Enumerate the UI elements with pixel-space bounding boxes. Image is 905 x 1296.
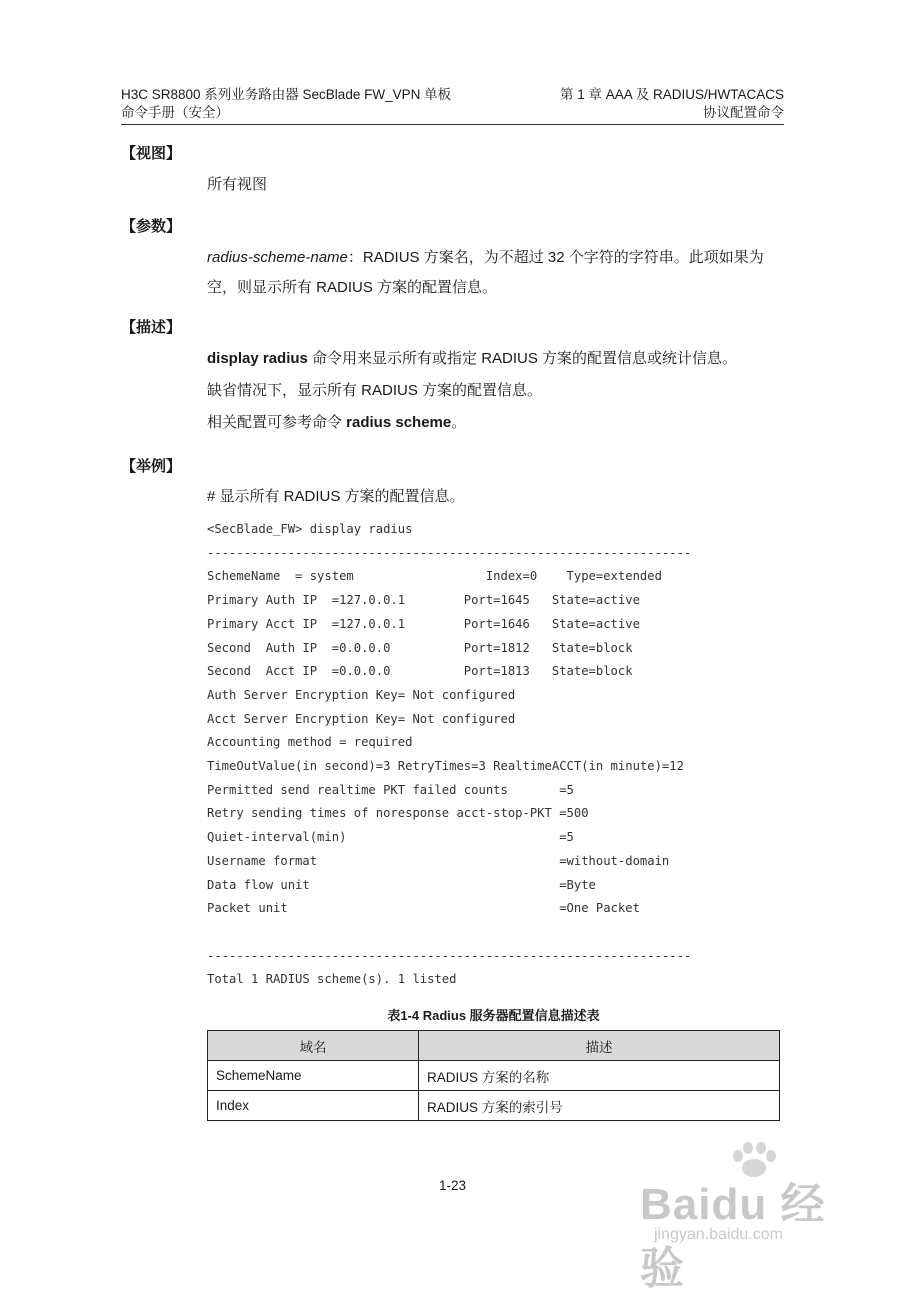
view-text: 所有视图 <box>207 176 268 193</box>
table-cell: RADIUS 方案的名称 <box>419 1061 780 1091</box>
code-line: Quiet-interval(min) =5 <box>207 830 574 845</box>
code-line: Primary Auth IP =127.0.0.1 Port=1645 State=active <box>207 593 640 608</box>
code-line: Acct Server Encryption Key= Not configured <box>207 711 516 726</box>
page-header <box>121 86 784 122</box>
desc-p2: 缺省情况下，显示所有 RADIUS 方案的配置信息。 <box>207 382 543 399</box>
example-intro: # 显示所有 RADIUS 方案的配置信息。 <box>207 488 465 505</box>
code-line: ------------------------------------------------------------------ <box>207 545 692 560</box>
section-title-view: 【视图】 <box>121 145 182 162</box>
header-manual-name: 命令手册（安全） <box>121 105 229 120</box>
param-name: radius-scheme-name <box>207 249 348 266</box>
code-line: Second Acct IP =0.0.0.0 Port=1813 State=block <box>207 664 633 679</box>
related-command: radius scheme <box>346 414 452 431</box>
baidu-watermark <box>640 1140 860 1293</box>
table-row <box>208 1091 780 1121</box>
header-doc-title: H3C SR8800 系列业务路由器 SecBlade FW_VPN 单板 <box>121 87 452 102</box>
section-title-params: 【参数】 <box>121 218 182 235</box>
watermark-brand: Baidu 经验 <box>640 1180 826 1293</box>
code-line: Accounting method = required <box>207 735 413 750</box>
header-divider <box>121 124 784 125</box>
params-text <box>207 243 784 303</box>
page-number: 1-23 <box>438 1178 467 1193</box>
code-line: SchemeName = system Index=0 Type=extended <box>207 569 662 584</box>
section-title-desc: 【描述】 <box>121 319 182 336</box>
code-line: Username format =without-domain <box>207 853 670 868</box>
code-line: <SecBlade_FW> display radius <box>207 522 413 536</box>
config-info-table <box>207 1030 780 1121</box>
table-header-row <box>208 1031 780 1061</box>
table-header-field: 域名 <box>208 1031 419 1061</box>
code-line: Auth Server Encryption Key= Not configured <box>207 687 516 702</box>
code-line: Retry sending times of noresponse acct-stop-PKT =500 <box>207 806 589 821</box>
desc-p1 <box>207 344 784 374</box>
header-chapter-sub: 协议配置命令 <box>703 105 784 120</box>
code-line: Packet unit =One Packet <box>207 901 640 916</box>
desc-command: display radius <box>207 350 308 367</box>
desc-p3 <box>207 408 784 438</box>
header-chapter: 第 1 章 AAA 及 RADIUS/HWTACACS <box>559 87 784 102</box>
code-line: Second Auth IP =0.0.0.0 Port=1812 State=block <box>207 640 633 655</box>
code-line <box>207 921 691 945</box>
table-cell: RADIUS 方案的索引号 <box>419 1091 780 1121</box>
code-block <box>207 518 691 992</box>
code-line: ------------------------------------------------------------------ <box>207 948 692 963</box>
section-title-example: 【举例】 <box>121 458 182 475</box>
code-line: TimeOutValue(in second)=3 RetryTimes=3 RealtimeACCT(in minute)=12 <box>207 759 684 774</box>
desc-p1-text: 命令用来显示所有或指定 RADIUS 方案的配置信息或统计信息。 <box>307 350 738 367</box>
table-row <box>208 1061 780 1091</box>
table-caption: 表1-4 Radius 服务器配置信息描述表 <box>387 1008 600 1023</box>
code-line: Total 1 RADIUS scheme(s). 1 listed <box>207 972 457 987</box>
desc-p3-post: 。 <box>451 414 467 431</box>
code-line: Permitted send realtime PKT failed counts =5 <box>207 782 574 797</box>
table-cell: SchemeName <box>208 1061 419 1091</box>
table-cell: Index <box>208 1091 419 1121</box>
param-desc: ：RADIUS 方案名，为不超过 32 个字符的字符串。此项如果为空，则显示所有 RADIUS 方案的配置信息。 <box>207 249 764 296</box>
desc-p3-pre: 相关配置可参考命令 <box>207 414 347 431</box>
table-header-desc: 描述 <box>419 1031 780 1061</box>
code-line: Primary Acct IP =127.0.0.1 Port=1646 State=active <box>207 616 640 631</box>
code-line: Data flow unit =Byte <box>207 877 596 892</box>
watermark-url: jingyan.baidu.com <box>654 1226 783 1243</box>
